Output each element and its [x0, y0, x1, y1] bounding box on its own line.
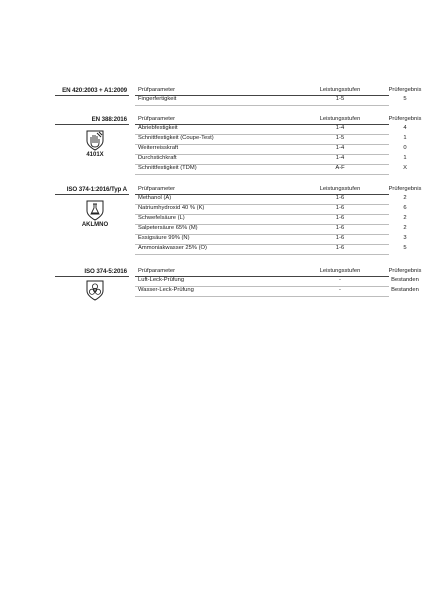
cell-levels: 1-6 [335, 205, 345, 211]
cell-result: 5 [403, 96, 407, 102]
section-iso374-5 [55, 268, 422, 302]
cell-result: 4 [403, 125, 407, 131]
header-result: Prüfergebnis [388, 268, 422, 274]
table-row [135, 235, 407, 245]
standard-title: EN 388:2016 [91, 116, 127, 123]
standard-divider [55, 95, 129, 96]
table-row [135, 155, 407, 165]
section-en388 [55, 116, 422, 176]
cell-levels: 1-4 [335, 125, 345, 131]
table-row [135, 145, 407, 155]
cell-parameter: Schwefelsäure (L) [138, 215, 185, 221]
cell-parameter: Wasser-Leck-Prüfung [138, 287, 194, 293]
header-parameter: Prüfparameter [138, 268, 176, 274]
table-row [135, 215, 407, 225]
header-result: Prüfergebnis [388, 186, 422, 192]
cell-parameter: Durchstichkraft [138, 155, 177, 161]
standard-title: EN 420:2003 + A1:2009 [62, 87, 127, 94]
table-row [135, 195, 407, 205]
cell-parameter: Luft-Leck-Prüfung [138, 277, 185, 283]
cell-result: X [403, 165, 407, 171]
header-parameter: Prüfparameter [138, 116, 176, 122]
cell-levels: 1-5 [335, 135, 345, 141]
cell-parameter: Ammoniakwasser 25% (O) [138, 245, 207, 251]
table-row [135, 96, 407, 106]
standard-divider [55, 124, 129, 125]
standard-title: ISO 374-1:2016/Typ A [66, 186, 127, 193]
section-iso374-1 [55, 186, 422, 256]
cell-result: 6 [403, 205, 407, 211]
cell-levels: 1-5 [335, 96, 345, 102]
cell-result: 1 [403, 155, 407, 161]
cell-levels: 1-6 [335, 245, 345, 251]
cell-result: 2 [403, 195, 407, 201]
cell-parameter: Methanol (A) [138, 195, 172, 201]
header-levels: Leistungsstufen [319, 268, 361, 274]
biohazard-shield-icon [84, 279, 106, 301]
cell-levels: 1-6 [335, 235, 345, 241]
cell-parameter: Salpetersäure 65% (M) [138, 225, 198, 231]
standard-divider [55, 194, 129, 195]
table-row [135, 135, 407, 145]
performance-code: 4101X [86, 152, 104, 158]
table-row [135, 287, 419, 297]
cell-levels: 1-6 [335, 215, 345, 221]
chemical-flask-shield-icon [84, 199, 106, 221]
cell-levels: 1-4 [335, 145, 345, 151]
cell-levels: 1-4 [335, 155, 345, 161]
cell-result: Bestanden [391, 277, 419, 283]
table-row [135, 225, 407, 235]
cell-levels: 1-6 [335, 225, 345, 231]
table-row [135, 125, 407, 135]
cell-parameter: Schnittfestigkeit (Coupe-Test) [138, 135, 214, 141]
cell-parameter: Essigsäure 99% (N) [138, 235, 190, 241]
header-parameter: Prüfparameter [138, 186, 176, 192]
header-result: Prüfergebnis [388, 116, 422, 122]
performance-code: AKLMNO [81, 222, 109, 228]
cell-result: 0 [403, 145, 407, 151]
hammer-glove-shield-icon [84, 129, 106, 151]
section-en420 [55, 87, 422, 109]
cell-levels: - [339, 277, 341, 283]
cell-levels: A-F [335, 165, 345, 171]
cell-result: 2 [403, 215, 407, 221]
cell-result: 1 [403, 135, 407, 141]
cell-result: 2 [403, 225, 407, 231]
cell-result: Bestanden [391, 287, 419, 293]
cell-result: 3 [403, 235, 407, 241]
cell-parameter: Natriumhydroxid 40 % (K) [138, 205, 205, 211]
header-result: Prüfergebnis [388, 87, 422, 93]
cell-parameter: Abriebfestigkeit [138, 125, 178, 131]
cell-result: 5 [403, 245, 407, 251]
header-levels: Leistungsstufen [319, 186, 361, 192]
cell-levels: - [339, 287, 341, 293]
cell-parameter: Weiterreisskraft [138, 145, 179, 151]
table-row [135, 277, 419, 287]
table-row [135, 245, 407, 255]
table-row [135, 165, 407, 175]
header-parameter: Prüfparameter [138, 87, 176, 93]
standard-divider [55, 276, 129, 277]
cell-parameter: Schnittfestigkeit (TDM) [138, 165, 197, 171]
cell-levels: 1-6 [335, 195, 345, 201]
header-levels: Leistungsstufen [319, 87, 361, 93]
cell-parameter: Fingerfertigkeit [138, 96, 177, 102]
header-levels: Leistungsstufen [319, 116, 361, 122]
standard-title: ISO 374-5:2016 [84, 268, 127, 275]
table-row [135, 205, 407, 215]
